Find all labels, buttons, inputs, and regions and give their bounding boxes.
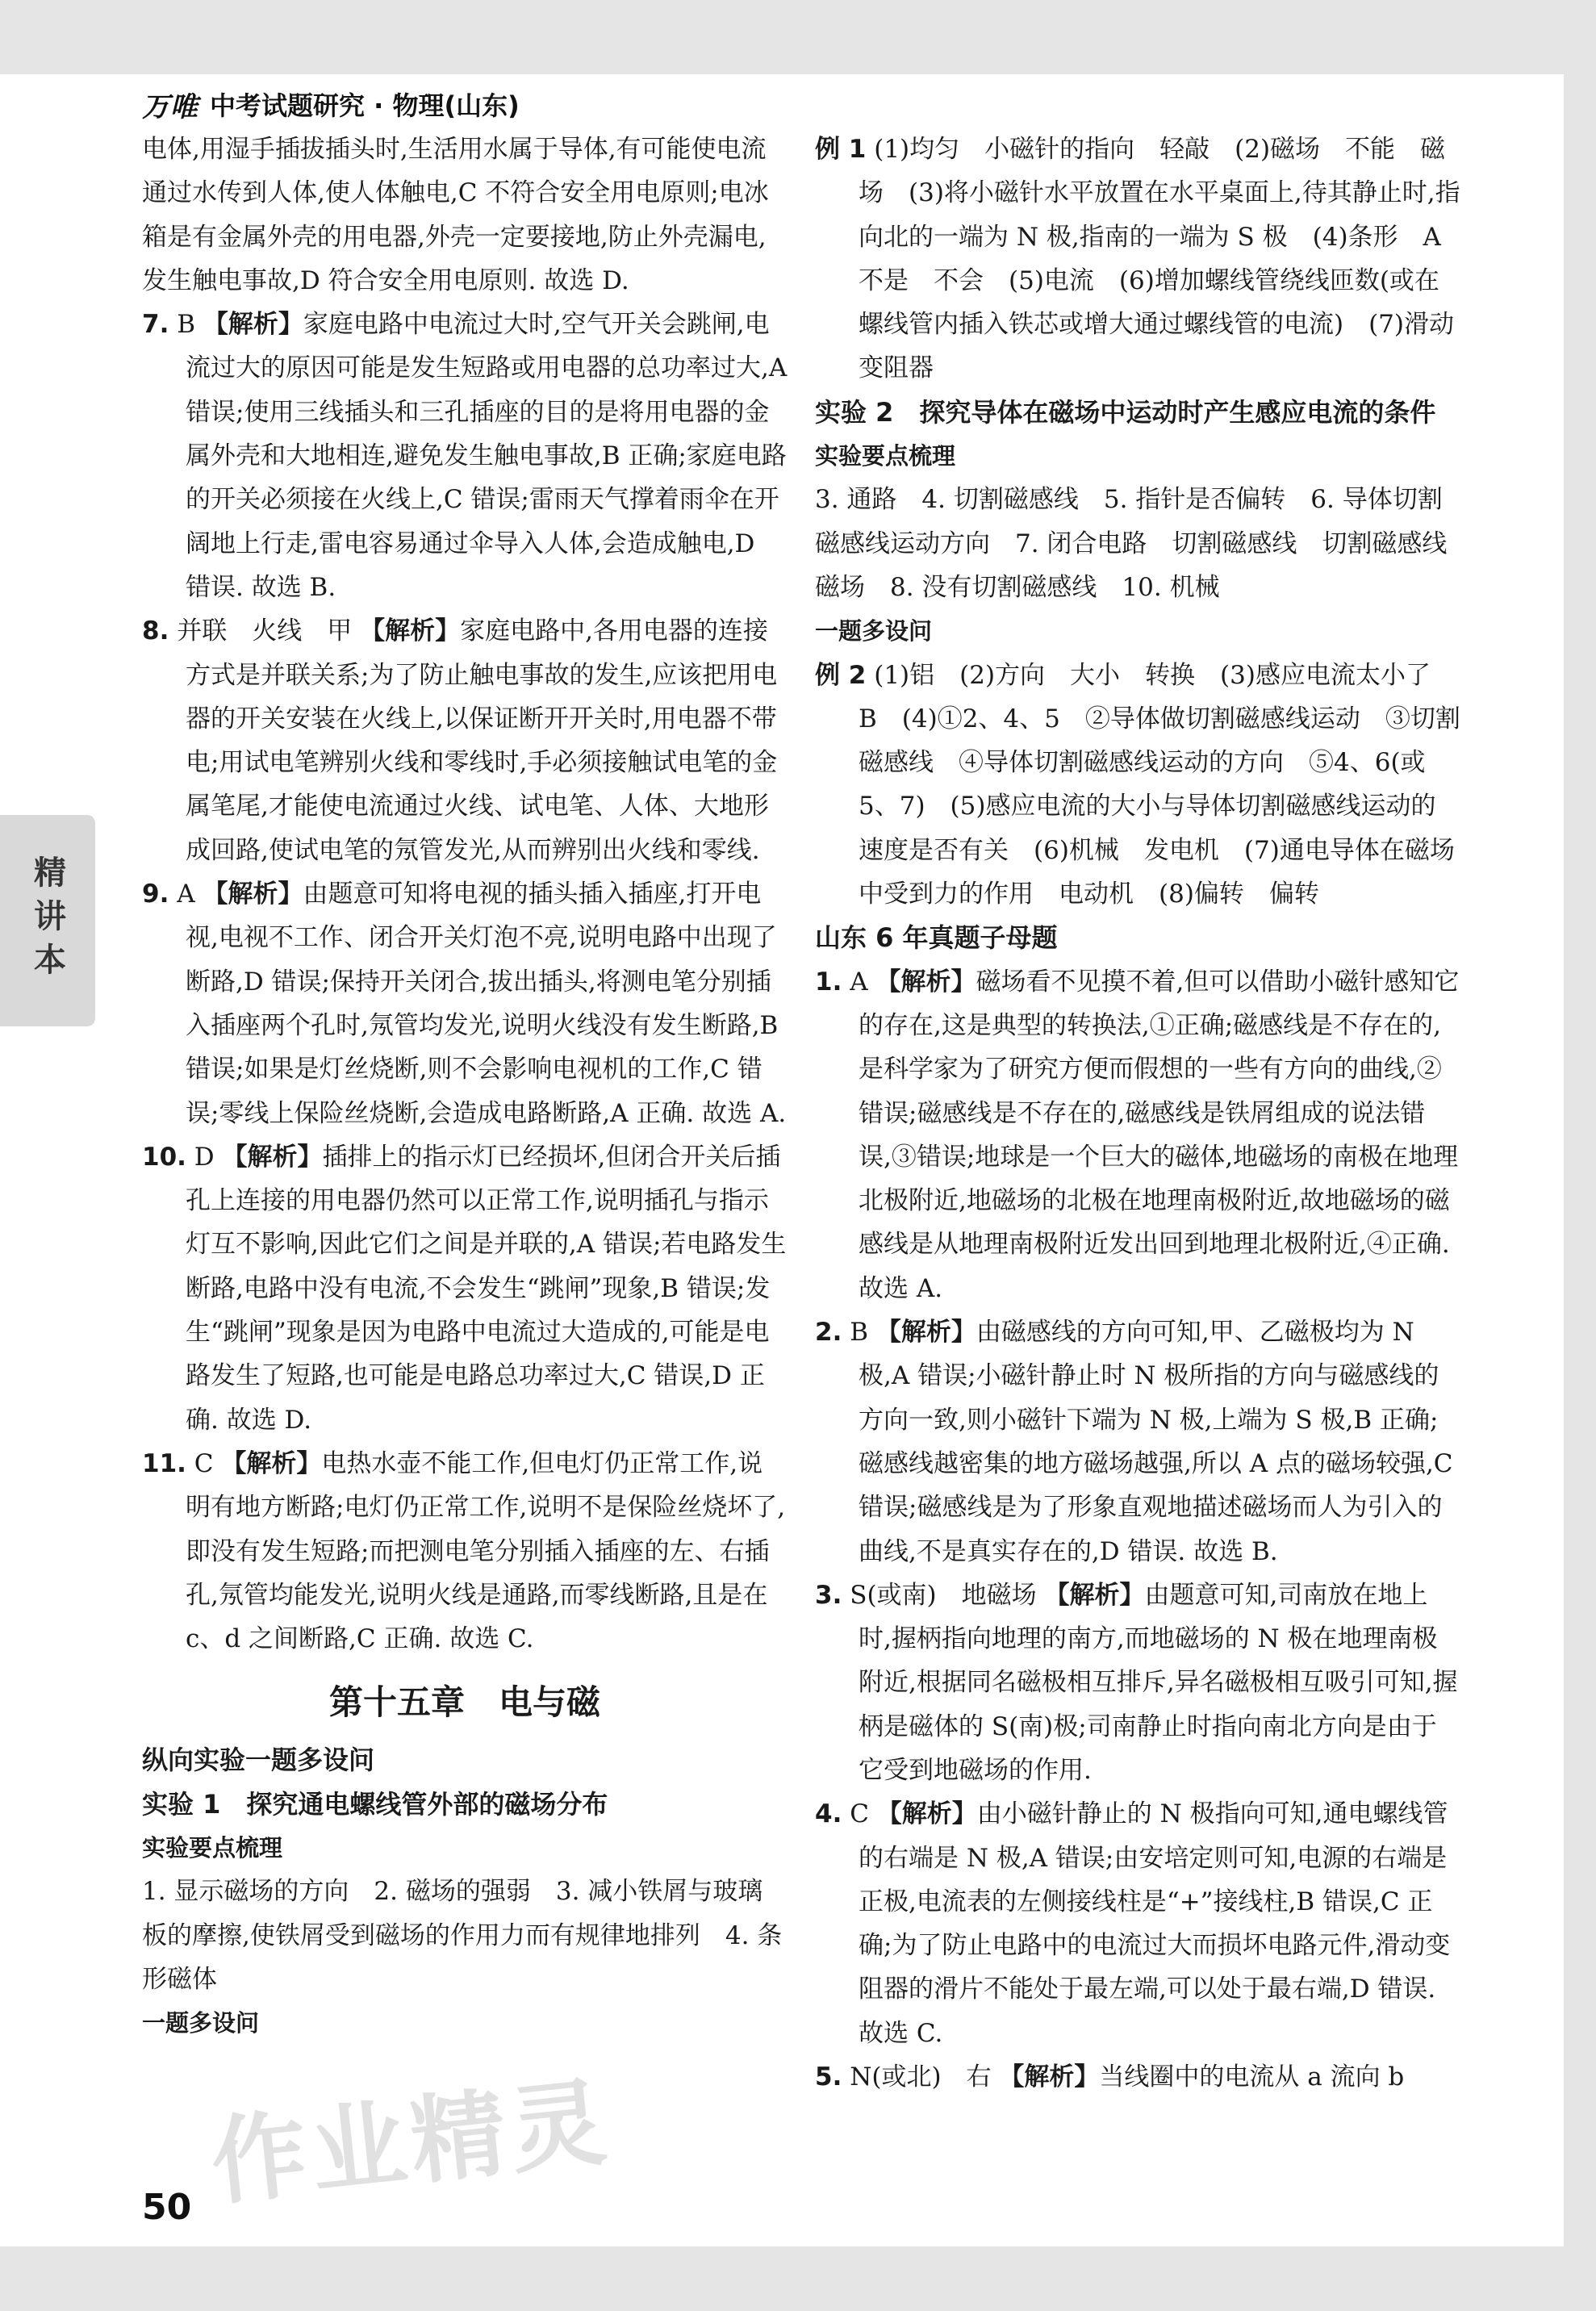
right-margin <box>1564 0 1596 2311</box>
real-exam-heading: 山东 6 年真题子母题 <box>815 922 1058 954</box>
item-number: 4. <box>815 1799 842 1829</box>
answer-item-8 <box>142 609 788 872</box>
page-header <box>142 84 520 124</box>
answer-key: 并联 火线 甲 <box>177 616 361 646</box>
key-points-heading: 实验要点梳理 <box>815 442 956 470</box>
answer-item-r5 <box>815 2055 1460 2099</box>
example-label: 例 1 <box>815 135 867 164</box>
analysis-text: 由小磁针静止的 N 极指向可知,通电螺线管的右端是 N 极,A 错误;由安培定则可知,电源的右端是正极,电流表的左侧接线柱是“+”接线柱,B 错误,C 正确;为了防止电路中的电流过大而损坏电路元件,滑动变阻器的滑片不能处于最左端,可以处于最右端,D 错误. 故选 C. <box>859 1799 1451 2048</box>
answer-key: B <box>850 1318 876 1348</box>
analysis-text: 由磁感线的方向可知,甲、乙磁极均为 N 极,A 错误;小磁针静止时 N 极所指的方向与磁感线的方向一致,则小磁针下端为 N 极,上端为 S 极,B 正确;磁感线越密集的地方磁场越强,所以 A 点的磁场较强,C 错误;磁感线是为了形象直观地描述磁场而人为引入的曲线,不是真实存在的,D 错误. 故选 B. <box>859 1318 1453 1566</box>
bottom-margin <box>0 2246 1596 2311</box>
analysis-tag: 【解析】 <box>876 1799 977 1829</box>
item-number: 9. <box>142 880 169 909</box>
item-number: 10. <box>142 1142 186 1172</box>
example-label: 例 2 <box>815 660 867 690</box>
example-1 <box>815 127 1466 391</box>
analysis-tag: 【解析】 <box>222 1142 323 1172</box>
analysis-text: 由题意可知将电视的插头插入插座,打开电视,电视不工作、闭合开关灯泡不亮,说明电路中出现了断路,D 错误;保持开关闭合,拔出插头,将测电笔分别插入插座两个孔时,氖管均发光,说明火线没有发生断路,B 错误;如果是灯丝烧断,则不会影响电视机的工作,C 错误;零线上保险丝烧断,会造成电路断路,A 正确. 故选 A. <box>186 880 787 1128</box>
chapter-title: 第十五章 电与磁 <box>328 1682 600 1723</box>
answer-item-r2 <box>815 1310 1460 1573</box>
analysis-tag: 【解析】 <box>875 967 976 997</box>
answer-key: S(或南) 地磁场 <box>850 1580 1045 1610</box>
experiment-2-title: 实验 2 探究导体在磁场中运动时产生感应电流的条件 <box>815 396 1436 428</box>
analysis-text: 家庭电路中,各用电器的连接方式是并联关系;为了防止触电事故的发生,应该把用电器的开关安装在火线上,以保证断开开关时,用电器不带电;用试电笔辨别火线和零线时,手必须接触试电笔的金属笔尾,才能使电流通过火线、试电笔、人体、大地形成回路,使试电笔的氖管发光,从而辨别出火线和零线. <box>186 616 778 865</box>
item-number: 8. <box>142 616 169 646</box>
answer-item-10 <box>142 1135 788 1442</box>
page-number: 50 <box>142 2187 192 2228</box>
item-number: 2. <box>815 1318 842 1348</box>
analysis-tag: 【解析】 <box>203 310 303 340</box>
analysis-text: 当线圈中的电流从 a 流向 b <box>1099 2062 1405 2092</box>
answer-item-11 <box>142 1442 788 1661</box>
side-tab <box>0 815 95 1026</box>
answer-key: C <box>850 1799 877 1829</box>
right-column <box>815 127 1473 2099</box>
answer-key: N(或北) 右 <box>850 2062 1000 2092</box>
answer-key: A <box>177 880 203 909</box>
analysis-tag: 【解析】 <box>221 1448 322 1478</box>
left-column <box>142 127 788 2045</box>
top-margin <box>0 0 1596 74</box>
brand-logo: 万唯 <box>142 90 198 123</box>
analysis-text: 磁场看不见摸不着,但可以借助小磁针感知它的存在,这是典型的转换法,①正确;磁感线是不存在的,是科学家为了研究方便而假想的一些有方向的曲线,②错误;磁感线是不存在的,磁感线是铁屑组成的说法错误,③错误;地球是一个巨大的磁体,地磁场的南极在地理北极附近,地磁场的北极在地理南极附近,故地磁场的磁感线是从地理南极附近发出回到地理北极附近,④正确. 故选 A. <box>859 967 1460 1303</box>
example-answer: (1)铝 (2)方向 大小 转换 (3)感应电流太小了 B (4)①2、4、5 ②导体做切割磁感线运动 ③切割磁感线 ④导体切割磁感线运动的方向 ⑤4、6(或 5、7) (5)感应电流的大小与导体切割磁感线运动的速度是否有关 (6)机械 发电机 (7)通电导体在磁场中受到力的作用 电动机 (8)偏转 偏转 <box>859 660 1460 909</box>
analysis-text: 电热水壶不能工作,但电灯仍正常工作,说明有地方断路;电灯仍正常工作,说明不是保险丝烧坏了,即没有发生短路;而把测电笔分别插入插座的左、右插孔,氖管均能发光,说明火线是通路,而零线断路,且是在 c、d 之间断路,C 正确. 故选 C. <box>186 1448 786 1654</box>
multi-question-heading: 一题多设问 <box>142 2009 260 2037</box>
experiment-1-title: 实验 1 探究通电螺线管外部的磁场分布 <box>142 1788 608 1820</box>
item-number: 7. <box>142 310 169 340</box>
watermark: 作业精灵 <box>206 2066 616 2219</box>
answer-item-r4 <box>815 1792 1460 2055</box>
key-points-heading: 实验要点梳理 <box>142 1833 283 1862</box>
multi-question-heading: 一题多设问 <box>815 617 933 646</box>
analysis-tag: 【解析】 <box>1044 1580 1145 1610</box>
analysis-text: 家庭电路中电流过大时,空气开关会跳闸,电流过大的原因可能是发生短路或用电器的总功率过大,A 错误;使用三线插头和三孔插座的目的是将用电器的金属外壳和大地相连,避免发生触电事故,B 正确;家庭电路的开关必须接在火线上,C 错误;雷雨天气撑着雨伞在开阔地上行走,雷电容易通过伞导入人体,会造成触电,D 错误. 故选 B. <box>186 310 788 602</box>
analysis-tag: 【解析】 <box>999 2062 1100 2092</box>
book-title: 中考试题研究 · 物理(山东) <box>210 90 520 121</box>
experiment-1-points: 1. 显示磁场的方向 2. 磁场的强弱 3. 减小铁屑与玻璃板的摩擦,使铁屑受到磁场的作用力而有规律地排列 4. 条形磁体 <box>142 1877 783 1994</box>
analysis-text: 由题意可知,司南放在地上时,握柄指向地理的南方,而地磁场的 N 极在地理南极附近,根据同名磁极相互排斥,异名磁极相互吸引可知,握柄是磁体的 S(南)极;司南静止时指向南北方向是由于它受到地磁场的作用. <box>859 1580 1458 1785</box>
analysis-tag: 【解析】 <box>875 1318 976 1348</box>
example-2 <box>815 654 1460 917</box>
answer-key: B <box>177 310 203 340</box>
side-tab-label: 精讲本 <box>28 855 66 986</box>
analysis-tag: 【解析】 <box>203 880 303 909</box>
answer-key: C <box>194 1448 222 1478</box>
experiment-2-points: 3. 通路 4. 切割磁感线 5. 指针是否偏转 6. 导体切割磁感线运动方向 7. 闭合电路 切割磁感线 切割磁感线 磁场 8. 没有切割磁感线 10. 机械 <box>815 485 1473 602</box>
item-number: 1. <box>815 967 842 997</box>
section-heading: 纵向实验一题多设问 <box>142 1745 375 1776</box>
item-number: 5. <box>815 2062 842 2092</box>
answer-item-7 <box>142 303 788 609</box>
item-number: 11. <box>142 1448 186 1478</box>
continued-answer: 电体,用湿手插拔插头时,生活用水属于导体,有可能使电流通过水传到人体,使人体触电,C 不符合安全用电原则;电冰箱是有金属外壳的用电器,外壳一定要接地,防止外壳漏电,发生触电事故,D 符合安全用电原则. 故选 D. <box>142 135 769 295</box>
item-number: 3. <box>815 1580 842 1610</box>
example-answer: (1)均匀 小磁针的指向 轻敲 (2)磁场 不能 磁场 (3)将小磁针水平放置在水平桌面上,待其静止时,指向北的一端为 N 极,指南的一端为 S 极 (4)条形 A 不是 不会 (5)电流 (6)增加螺线管绕线匝数(或在螺线管内插入铁芯或增大通过螺线管的电流) (7)滑动变阻器 <box>859 135 1466 383</box>
answer-item-9 <box>142 872 788 1135</box>
answer-item-r1 <box>815 960 1460 1310</box>
analysis-tag: 【解析】 <box>360 616 461 646</box>
answer-key: A <box>850 967 876 997</box>
answer-key: D <box>194 1142 223 1172</box>
analysis-text: 插排上的指示灯已经损坏,但闭合开关后插孔上连接的用电器仍然可以正常工作,说明插孔与指示灯互不影响,因此它们之间是并联的,A 错误;若电路发生断路,电路中没有电流,不会发生“跳闸”现象,B 错误;发生“跳闸”现象是因为电路中电流过大造成的,可能是电路发生了短路,也可能是电路总功率过大,C 错误,D 正确. 故选 D. <box>186 1142 787 1435</box>
answer-item-r3 <box>815 1573 1460 1792</box>
